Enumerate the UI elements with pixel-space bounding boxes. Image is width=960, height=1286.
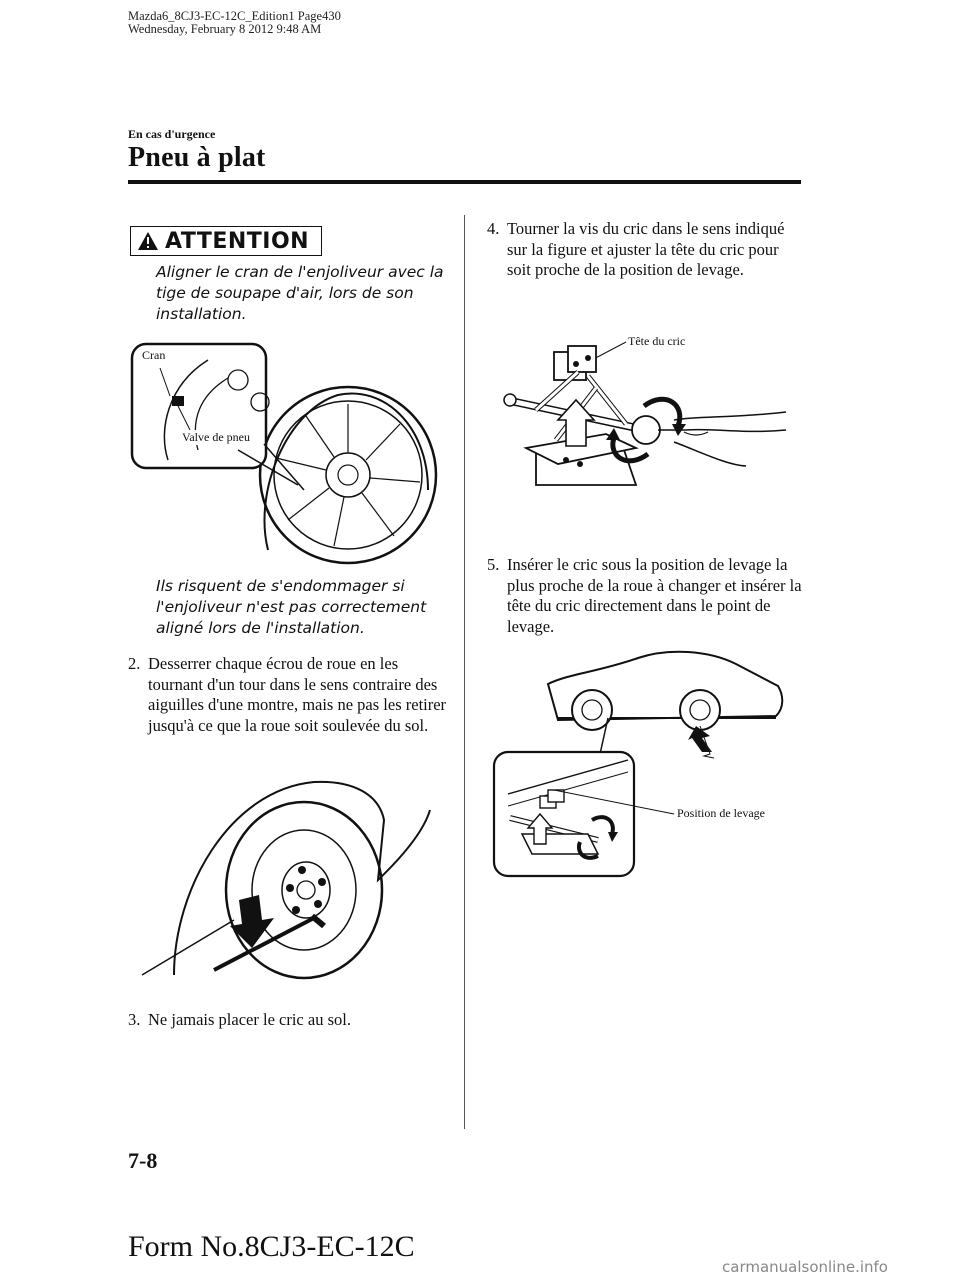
print-metadata (128, 10, 341, 36)
wheel-cover-figure (128, 340, 456, 568)
title-divider (128, 180, 801, 184)
attention-text-1: Aligner le cran de l'enjoliveur avec la tige de soupape d'air, lors de son installation. (156, 263, 444, 323)
step-4-number: 4. (487, 219, 500, 238)
step-5-text: Insérer le cric sous la position de levage la plus proche de la roue à changer et insérer la tête du cric directement dans le point de levage. (507, 555, 802, 636)
print-metadata-line1: Mazda6_8CJ3-EC-12C_Edition1 Page430 (128, 9, 341, 23)
step-3-text: Ne jamais placer le cric au sol. (148, 1010, 351, 1029)
label-tete-du-cric: Tête du cric (628, 334, 686, 348)
section-label: En cas d'urgence (128, 127, 216, 141)
jacking-position-figure (488, 644, 798, 880)
attention-text-2: Ils risquent de s'endommager si l'enjoliveur n'est pas correctement aligné lors de l'installation. (156, 577, 427, 637)
column-divider (464, 215, 465, 1129)
label-position-de-levage: Position de levage (677, 806, 765, 820)
label-cran: Cran (142, 348, 166, 362)
step-5 (487, 555, 803, 637)
watermark-text: carmanualsonline.info (722, 1258, 888, 1276)
step-2-text: Desserrer chaque écrou de roue en les tournant d'un tour dans le sens contraire des aiguilles d'une montre, mais ne pas les retirer jusqu'à ce que la roue soit soulevée du sol. (148, 654, 447, 735)
form-number: Form No.8CJ3-EC-12C (128, 1230, 415, 1263)
warning-triangle-icon (137, 231, 159, 251)
label-valve-de-pneu: Valve de pneu (182, 430, 250, 444)
step-3 (128, 1010, 450, 1031)
attention-box (130, 226, 322, 256)
step-4 (487, 219, 803, 281)
step-2 (128, 654, 450, 736)
lug-wrench-figure (134, 770, 434, 982)
page-title: Pneu à plat (128, 142, 266, 173)
step-5-number: 5. (487, 555, 500, 574)
page-number: 7-8 (128, 1148, 158, 1173)
attention-label: ATTENTION (165, 228, 310, 254)
step-2-number: 2. (128, 654, 141, 673)
print-metadata-line2: Wednesday, February 8 2012 9:48 AM (128, 22, 322, 36)
step-4-text: Tourner la vis du cric dans le sens indiqué sur la figure et ajuster la tête du cric pour soit proche de la position de levage. (507, 219, 785, 279)
jack-figure (496, 330, 796, 506)
step-3-number: 3. (128, 1010, 141, 1029)
